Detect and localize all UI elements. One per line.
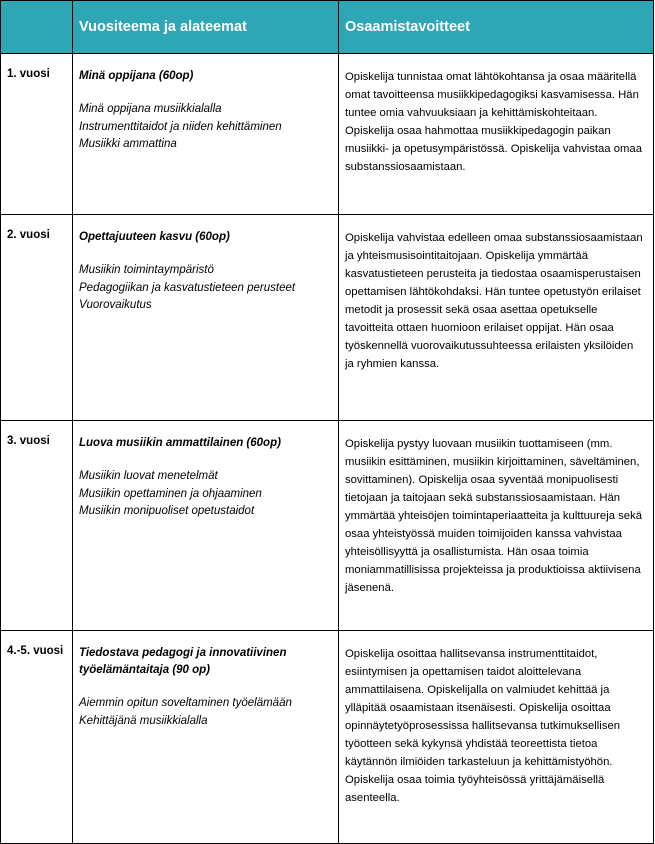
- theme-title: Luova musiikin ammattilainen (60op): [79, 437, 281, 449]
- header-theme: Vuositeema ja alateemat: [73, 1, 339, 54]
- goals-cell: Opiskelija osoittaa hallitsevansa instrumenttitaidot, esiintymisen ja opettamisen taidot aloittelevana ammattilaisena. Opiskelijalla on valmiudet kehittää ja ylläpitää osaamistaan itsenäisesti. Opiskelija osoittaa opinnäytetyöprosessissa hallitsevansa tutkimuksellisen työotteen sekä kykynsä yhdistää teoreettista tietoa käytännön ilmiöiden tarkasteluun ja kehittämistyöhön. Opiskelija osaa toimia työyhteisössä yrittäjämäisellä asenteella.: [339, 631, 654, 844]
- year-cell: 2. vuosi: [1, 215, 73, 421]
- year-cell: 4.-5. vuosi: [1, 631, 73, 844]
- goals-cell: Opiskelija pystyy luovaan musiikin tuottamiseen (mm. musiikin esittäminen, musiikin kirjoittaminen, säveltäminen, sovittaminen). Opiskelija osaa syventää monipuolisesti tietojaan ja taitojaan sekä substanssiosaamistaan. Hän ymmärtää yhteisöjen toimintaperiaatteita ja kulttuureja sekä osaa yhteistyössä muiden toimijoiden kanssa vahvistaa yhteisöllisyyttä ja osallistumista. Hän osaa toimia moniammatillisissa projekteissa ja produktioissa aktiivisena jäsenenä.: [339, 421, 654, 631]
- header-year: [1, 1, 73, 54]
- subtopic: Musiikin toimintaympäristö: [79, 264, 214, 276]
- header-goals: Osaamistavoitteet: [339, 1, 654, 54]
- subtopic: Vuorovaikutus: [79, 299, 152, 311]
- subtopic: Pedagogiikan ja kasvatustieteen perusteet: [79, 281, 296, 294]
- subtopic: Aiemmin opitun soveltaminen työelämään: [79, 697, 292, 709]
- subtopic: Kehittäjänä musiikkialalla: [79, 714, 208, 727]
- year-cell: 3. vuosi: [1, 421, 73, 631]
- theme-title: Minä oppijana (60op): [79, 70, 194, 82]
- theme-title: Tiedostava pedagogi ja innovatiivinen työelämäntaitaja (90 op): [79, 647, 287, 676]
- subtopic: Minä oppijana musiikkialalla: [79, 103, 222, 115]
- year-cell: 1. vuosi: [1, 54, 73, 215]
- subtopic: Instrumenttitaidot ja niiden kehittäminen: [79, 120, 282, 133]
- table-row: [1, 631, 654, 844]
- theme-title: Opettajuuteen kasvu (60op): [79, 231, 230, 243]
- header-row: [1, 1, 654, 54]
- theme-cell: [73, 421, 339, 631]
- goals-cell: Opiskelija tunnistaa omat lähtökohtansa ja osaa määritellä omat tavoitteensa musiikkipedagogiksi kasvamisessa. Hän tuntee omia vahvuuksiaan ja kehittämiskohteitaan. Opiskelija osaa hahmottaa musiikkipedagogin paikan musiikki- ja opetusympäristössä. Opiskelija vahvistaa omaa substanssiosaamistaan.: [339, 54, 654, 215]
- table-row: [1, 215, 654, 421]
- table-row: [1, 421, 654, 631]
- theme-cell: [73, 54, 339, 215]
- table-row: [1, 54, 654, 215]
- theme-cell: [73, 631, 339, 844]
- subtopic: Musiikin opettaminen ja ohjaaminen: [79, 487, 262, 500]
- subtopic: Musiikin monipuoliset opetustaidot: [79, 505, 255, 517]
- subtopic: Musiikki ammattina: [79, 138, 177, 150]
- goals-cell: Opiskelija vahvistaa edelleen omaa substanssiosaamistaan ja yhteismusisointitaitojaan. Opiskelija ymmärtää kasvatustieteen perusteita ja tiedostaa osaamisperustaisen opettamisen lähtökohdaksi. Hän tuntee opetustyön erilaiset metodit ja prosessit sekä osaa asettaa opetukselle tavoitteita ottaen huomioon erilaiset oppijat. Hän osaa työskennellä vuorovaikutussuhteessa erilaisten yksilöiden ja ryhmien kanssa.: [339, 215, 654, 421]
- subtopic: Musiikin luovat menetelmät: [79, 470, 218, 482]
- theme-cell: [73, 215, 339, 421]
